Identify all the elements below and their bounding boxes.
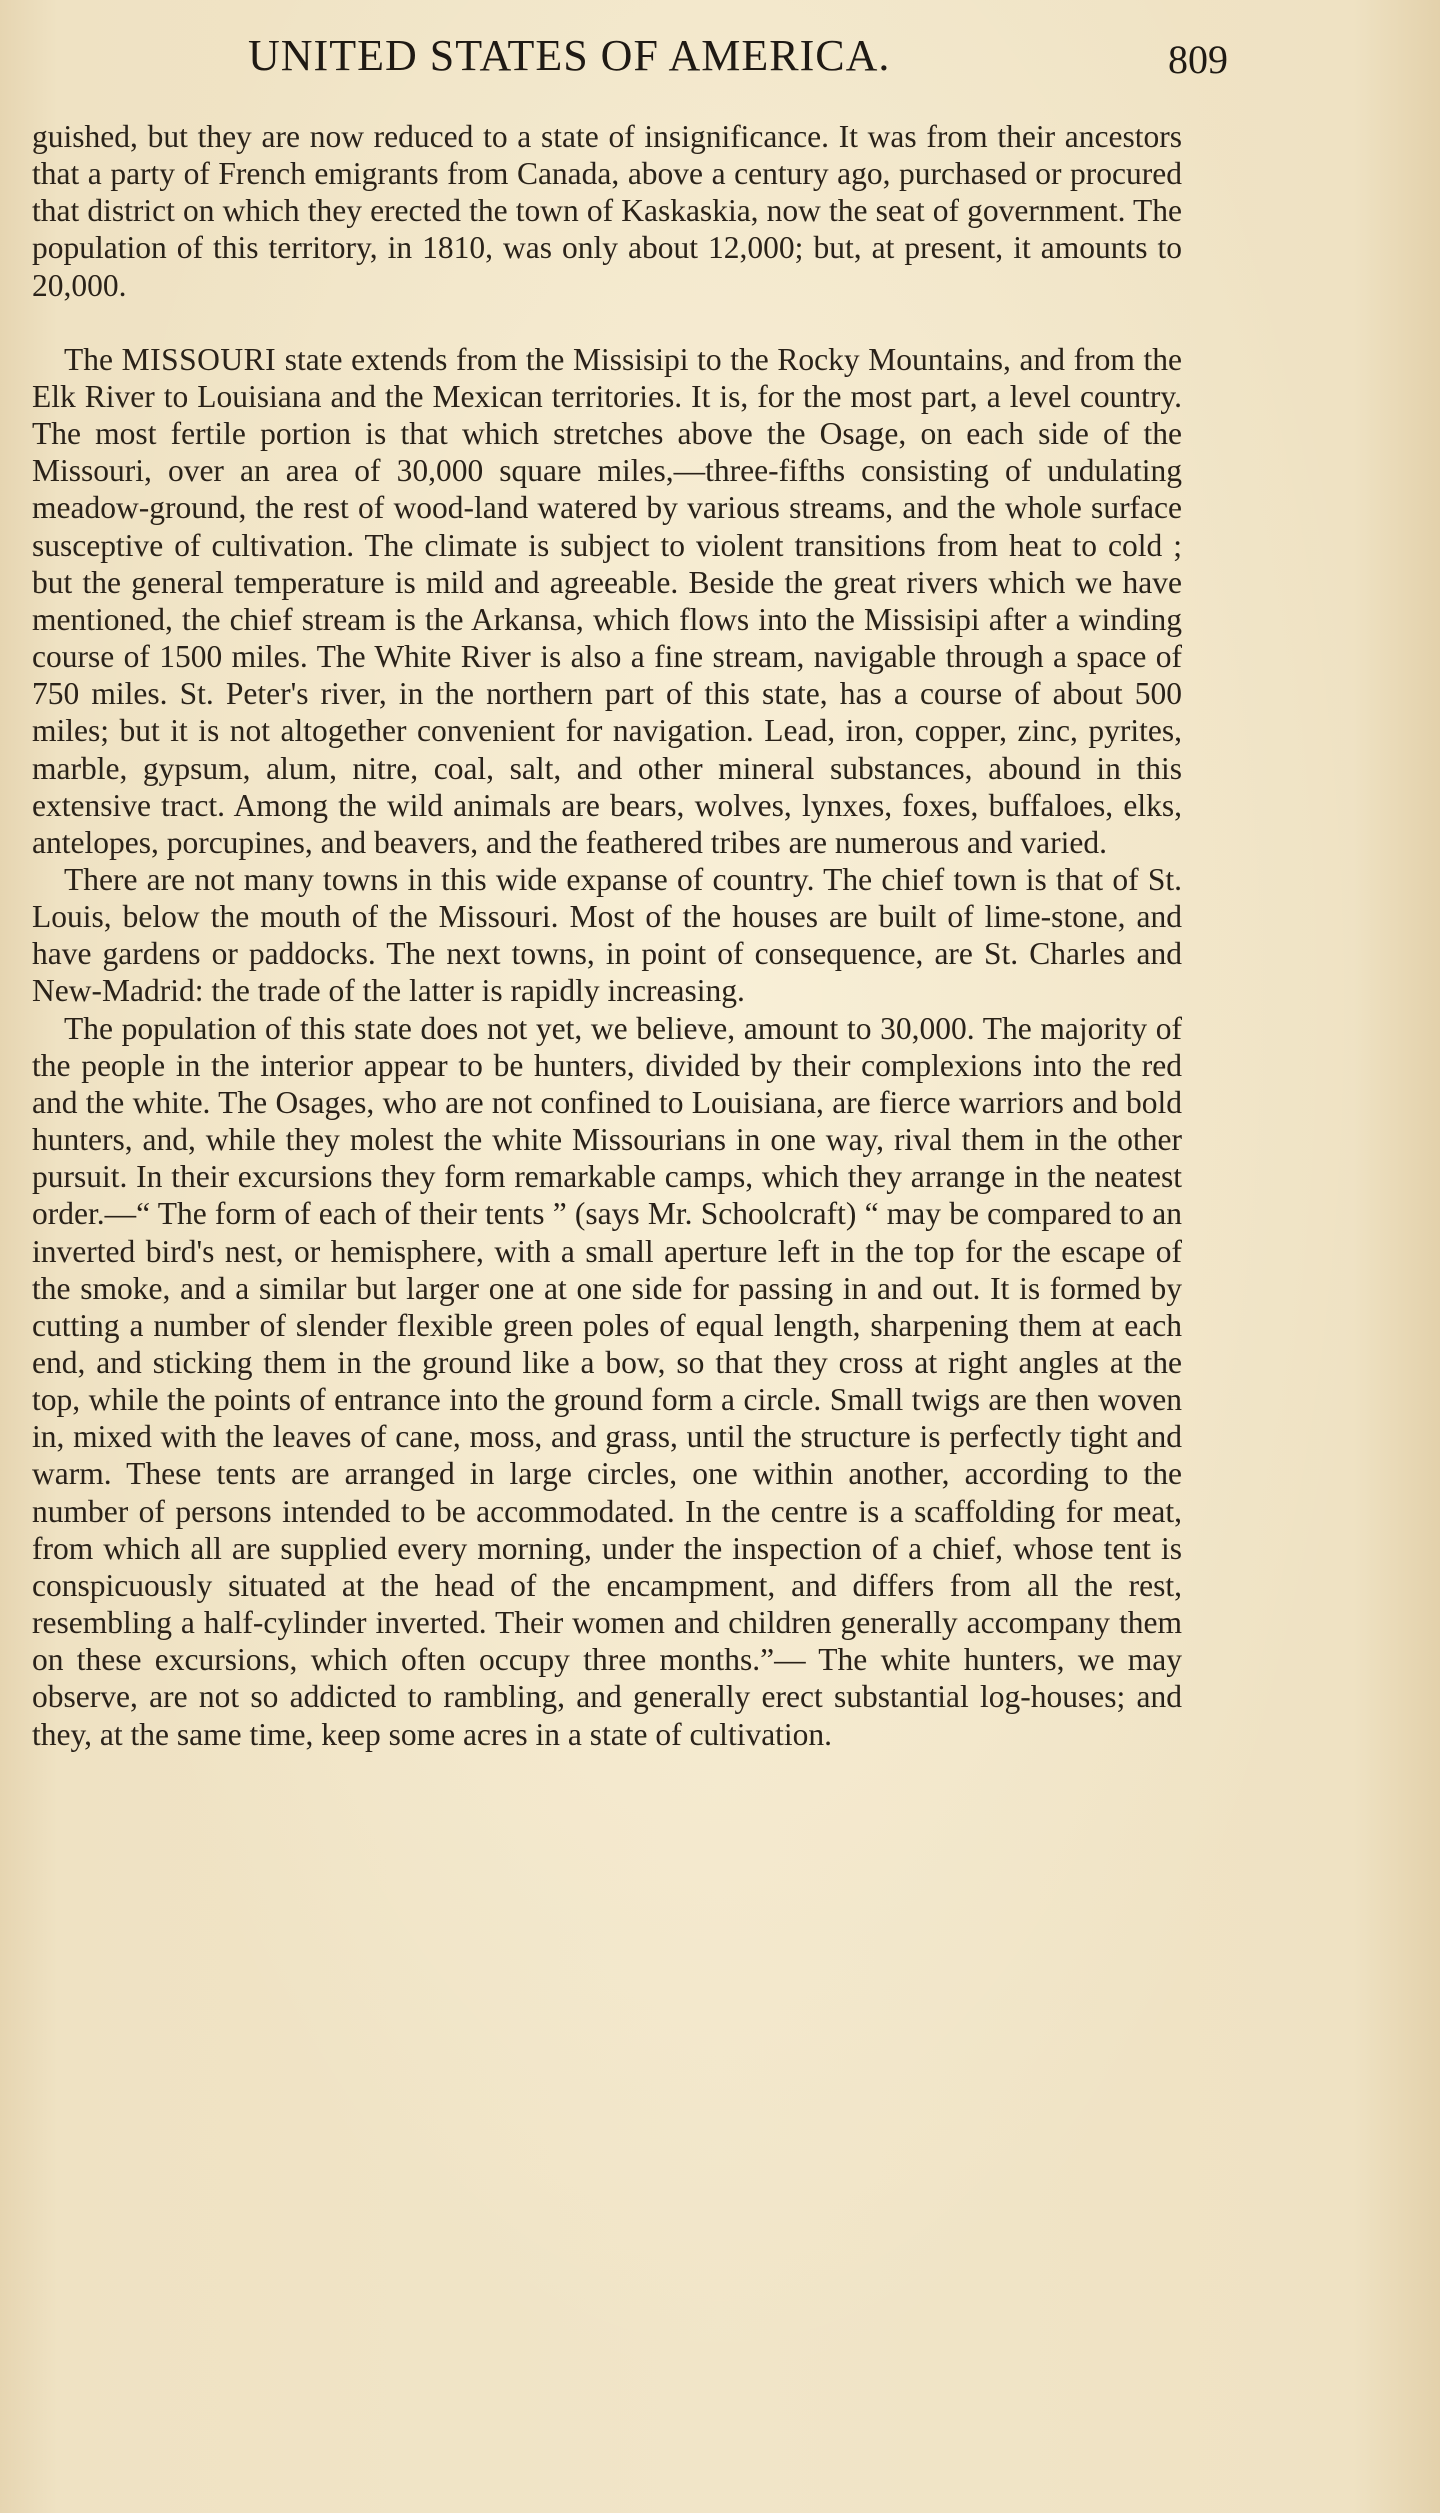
paragraph-population: The population of this state does not yet, we believe, amount to 30,000. The majority of the people in the interior appear to be hunters, divided by their complexions into the red and the white. The Osages, who are not confined to Louisiana, are fierce warriors and bold hunters, and, while they molest the white Missourians in one way, rival them in the other pursuit. In their excursions they form remarkable camps, which they arrange in the neatest order.—“ The form of each of their tents ” (says Mr. Schoolcraft) “ may be compared to an inverted bird's nest, or hemisphere, with a small aperture left in the top for the escape of the smoke, and a similar but larger one at one side for passing in and out. It is formed by cutting a number of slender flexible green poles of equal length, sharpening them at each end, and sticking them in the ground like a bow, so that they cross at right angles at the top, while the points of entrance into the ground form a circle. Small twigs are then woven in, mixed with the leaves of cane, moss, and grass, until the structure is perfectly tight and warm. These tents are arranged in large circles, one within another, according to the number of persons intended to be accommodated. In the centre is a scaffolding for meat, from which all are supplied every morning, under the inspection of a chief, whose tent is conspicuously situated at the head of the encampment, and differs from all the rest, resembling a half-cylinder inverted. Their women and children generally accompany them on these excursions, which often occupy three months.”— The white hunters, we may observe, are not so addicted to rambling, and generally erect substantial log-houses; and they, at the same time, keep some acres in a state of cultivation. [32,1010,1182,1752]
paragraph-text: state extends from the Missisipi to the Rocky Mountains, and from the Elk River to Louisiana and the Mexican territories. It is, for the most part, a level country. The most fertile portion is that which stretches above the Osage, on each side of the Missouri, over an area of 30,000 square miles,—three-fifths consisting of undulating meadow-ground, the rest of wood-land watered by various streams, and the whole surface susceptive of cultivation. The climate is subject to violent transitions from heat to cold ; but the general temperature is mild and agreeable. Beside the great rivers which we have mentioned, the chief stream is the Arkansa, which flows into the Missisipi after a winding course of 1500 miles. The White River is also a fine stream, navigable through a space of 750 miles. St. Peter's river, in the northern part of this state, has a course of about 500 miles; but it is not altogether convenient for navigation. Lead, iron, copper, zinc, pyrites, marble, gypsum, alum, nitre, coal, salt, and other mineral substances, abound in this extensive tract. Among the wild animals are bears, wolves, lynxes, foxes, buffaloes, elks, antelopes, porcupines, and beavers, and the feathered tribes are numerous and varied. [32,341,1182,860]
running-title: UNITED STATES OF AMERICA. [248,31,891,80]
body-text [32,118,1182,1753]
paragraph-missouri-intro [32,341,1182,861]
paragraph-lead: The [64,341,122,377]
page-header [0,30,1440,90]
paragraph-towns: There are not many towns in this wide expanse of country. The chief town is that of St. Louis, below the mouth of the Missouri. Most of the houses are built of lime-stone, and have gardens or paddocks. The next towns, in point of consequence, are St. Charles and New-Madrid: the trade of the latter is rapidly increasing. [32,861,1182,1009]
section-keyword-missouri: MISSOURI [121,341,277,377]
paragraph-illinois-continued: guished, but they are now reduced to a state of insignificance. It was from their ancestors that a party of French emigrants from Canada, above a century ago, purchased or procured that district on which they erected the town of Kaskaskia, now the seat of government. The population of this territory, in 1810, was only about 12,000; but, at present, it amounts to 20,000. [32,119,1182,303]
page-number: 809 [1168,37,1228,82]
